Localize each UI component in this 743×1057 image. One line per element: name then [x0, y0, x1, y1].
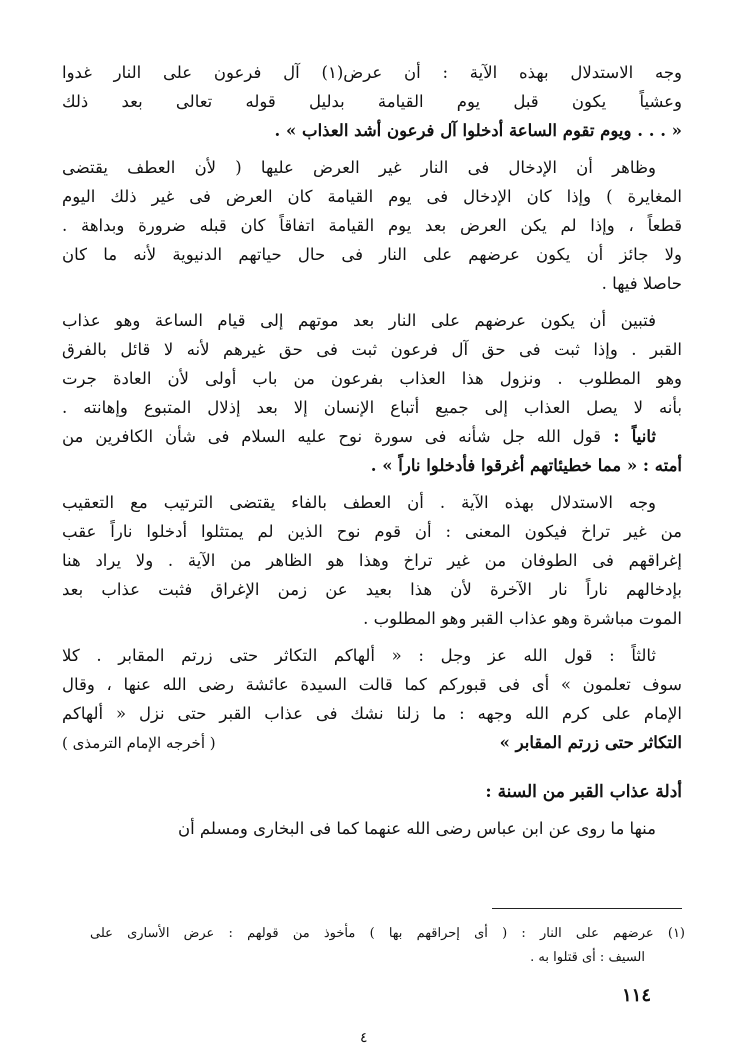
- text-line: ولا جائز أن يكون عرضهم على النار فى حال حياتهم الدنيوية لأنه ما كان: [62, 245, 682, 264]
- text-line: وظاهر أن الإدخال فى النار غير العرض عليها ( لأن العطف يقتضى: [62, 158, 656, 177]
- ordinal-label: ثانياً :: [601, 427, 656, 446]
- quran-verse-line: أمته : « مما خطيئاتهم أغرقوا فأدخلوا ناراً » .: [370, 456, 682, 475]
- section-heading: أدلة عذاب القبر من السنة :: [485, 782, 682, 802]
- text-line: ثالثاً : قول الله عز وجل : « ألهاكم التكاثر حتى زرتم المقابر . كلا: [62, 646, 656, 665]
- text-line: وعشياً يكون قبل يوم القيامة بدليل قوله تعالى بعد ذلك: [62, 92, 682, 111]
- text-line: الموت مباشرة وهو عذاب القبر وهو المطلوب .: [363, 609, 682, 628]
- text-line: المغايرة ) وإذا كان الإدخال فى يوم القيامة كان العرض فى غير ذلك اليوم: [62, 187, 682, 206]
- text-line: قطعاً ، وإذا لم يكن العرض بعد يوم القيامة اتفاقاً كان قبله ضرورة وبداهة .: [62, 216, 682, 235]
- page-body: [62, 58, 682, 843]
- page-number: ١١٤: [621, 985, 651, 1006]
- text-line: القبر . وإذا ثبت فى حق آل فرعون ثبت فى حق غيرهم لأنه لا قائل بالفرق: [62, 340, 682, 359]
- text-line: وهو المطلوب . ونزول هذا العذاب بفرعون من باب أولى لأن العادة جرت: [62, 369, 682, 388]
- text-line: [62, 728, 682, 758]
- paragraph-5: [62, 488, 682, 633]
- text-line: بإدخالهم ناراً نار الآخرة لأن هذا بعيد عن زمن الإغراق فثبت عذاب بعد: [62, 580, 682, 599]
- text-line: إغراقهم فى الطوفان من غير تراخ وهذا هو الظاهر من الآية . ولا يراد هنا: [62, 551, 682, 570]
- quran-verse-line: « . . . ويوم تقوم الساعة أدخلوا آل فرعون أشد العذاب » .: [274, 121, 682, 140]
- quran-verse-end: التكاثر حتى زرتم المقابر »: [499, 733, 682, 752]
- text-line: وجه الاستدلال بهذه الآية : أن عرض(١) آل فرعون على النار غدوا: [62, 63, 682, 82]
- text-line: منها ما روى عن ابن عباس رضى الله عنهما كما فى البخارى ومسلم أن: [177, 819, 656, 838]
- text-line: الإمام على كرم الله وجهه : ما زلنا نشك فى عذاب القبر حتى نزل « ألهاكم: [62, 704, 682, 723]
- text-line: [62, 422, 682, 451]
- signature-mark: ٤: [360, 1030, 368, 1046]
- text-line: بأنه لا يصل العذاب إلى جميع أتباع الإنسان إلا بعد إذلال المتبوع وإهانته .: [62, 398, 682, 417]
- footnote-line: (١) عرضهم على النار : ( أى إحراقهم بها ) مأخوذ من قولهم : عرض الأسارى على: [90, 926, 685, 941]
- footnotes: [90, 922, 685, 970]
- paragraph-4: [62, 422, 682, 480]
- text-span: قول الله جل شأنه فى سورة نوح عليه السلام فى شأن الكافرين من: [62, 427, 602, 446]
- text-line: سوف تعلمون » أى فى قبوركم كما قالت السيدة عائشة رضى الله عنها ، وقال: [62, 675, 682, 694]
- footnote-divider: [492, 908, 682, 909]
- text-line: وجه الاستدلال بهذه الآية . أن العطف بالفاء يقتضى الترتيب مع التعقيب: [62, 493, 656, 512]
- footnote-line: السيف : أى قتلوا به .: [530, 950, 645, 965]
- paragraph-1: [62, 58, 682, 145]
- paragraph-2: [62, 153, 682, 298]
- paragraph-6: [62, 641, 682, 758]
- paragraph-3: [62, 306, 682, 422]
- text-line: حاصلا فيها .: [601, 274, 682, 293]
- text-line: فتبين أن يكون عرضهم على النار بعد موتهم إلى قيام الساعة وهو عذاب: [62, 311, 656, 330]
- text-line: من غير تراخ فيكون المعنى : أن قوم نوح الذين لم يمتثلوا أدخلوا ناراً عقب: [62, 522, 682, 541]
- citation-note: ( أخرجه الإمام الترمذى ): [62, 734, 216, 752]
